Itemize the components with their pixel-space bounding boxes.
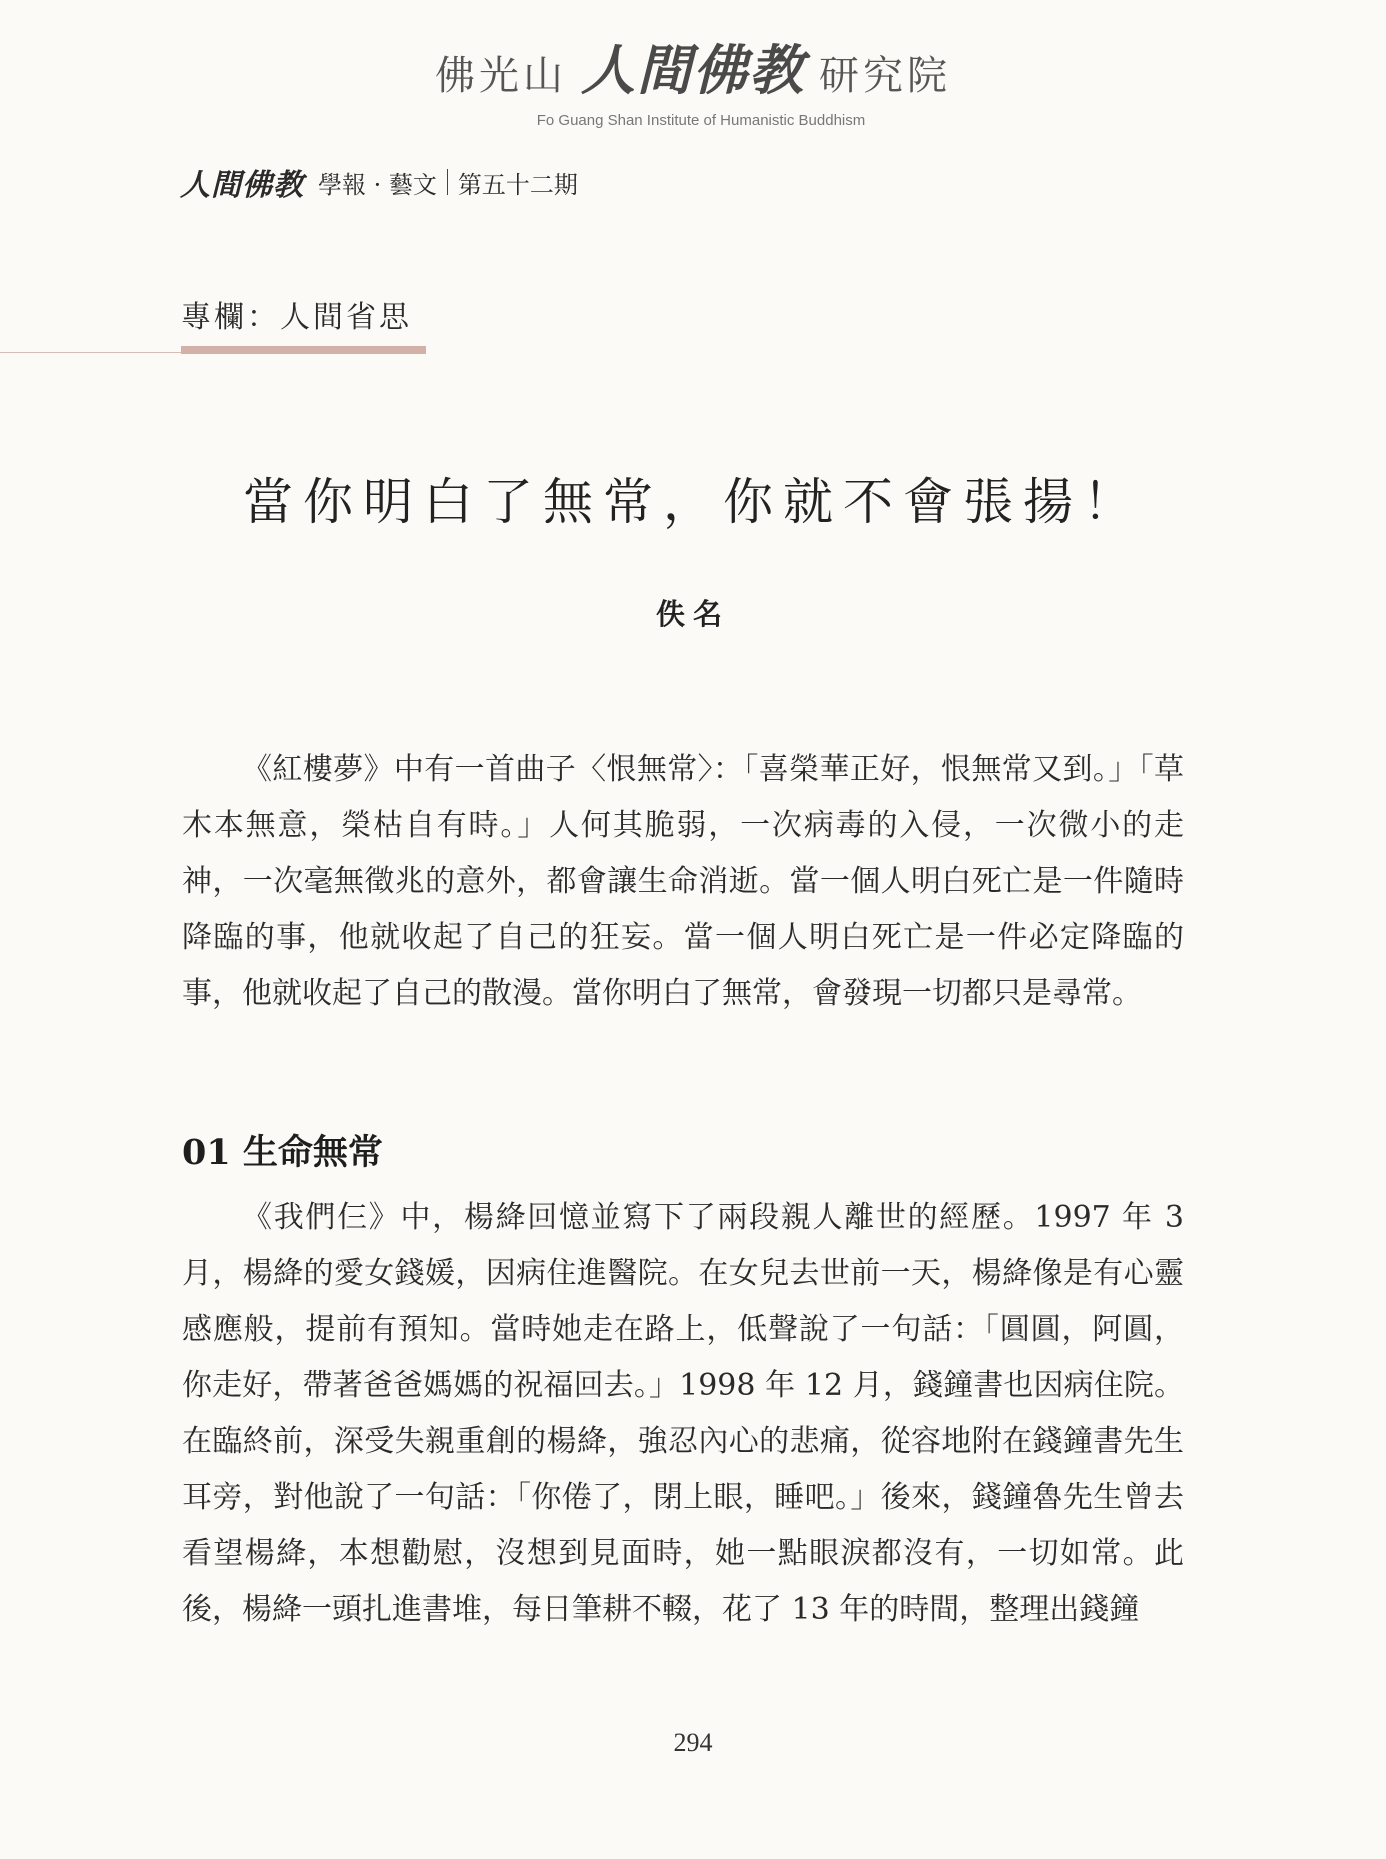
section-heading: 01 生命無常 xyxy=(182,1132,383,1173)
intro-paragraph: 《紅樓夢》中有一首曲子〈恨無常〉：「喜榮華正好，恨無常又到。」「草木本無意，榮枯自有時。」人何其脆弱，一次病毒的入侵，一次微小的走神，一次毫無徵兆的意外，都會讓生命消逝。當一個人明白死亡是一件隨時降臨的事，他就收起了自己的狂妄。當一個人明白死亡是一件必定降臨的事，他就收起了自己的散漫。當你明白了無常，會發現一切都只是尋常。 xyxy=(182,752,1184,1011)
journal-divider xyxy=(447,169,448,195)
institute-suffix: 研究院 xyxy=(819,53,951,99)
article-title: 當你明白了無常，你就不會張揚！ xyxy=(243,473,1143,531)
section-paragraph: 《我們仨》中，楊絳回憶並寫下了兩段親人離世的經歷。1997 年 3 月，楊絳的愛女錢媛，因病住進醫院。在女兒去世前一天，楊絳像是有心靈感應般，提前有預知。當時她走在路上，低聲說了一句話：「圓圓，阿圓，你走好，帶著爸爸媽媽的祝福回去。」1998 年 12 月，錢鐘書也因病住院。在臨終前，深受失親重創的楊絳，強忍內心的悲痛，從容地附在錢鐘書先生耳旁，對他說了一句話：「你倦了，閉上眼，睡吧。」後來，錢鐘魯先生曾去看望楊絳，本想勸慰，沒想到見面時，她一點眼淚都沒有，一切如常。此後，楊絳一頭扎進書堆，每日筆耕不輟，花了 13 年的時間，整理出錢鐘 xyxy=(182,1200,1184,1627)
journal-brand-logo: 人間佛教 xyxy=(180,168,304,203)
institute-name-english: Fo Guang Shan Institute of Humanistic Buddhism xyxy=(536,112,866,129)
page-number: 294 xyxy=(673,1728,713,1757)
column-accent-bar xyxy=(181,346,426,354)
journal-issue: 第五十二期 xyxy=(457,170,578,199)
article-author: 佚名 xyxy=(655,597,730,631)
column-label: 專欄：人間省思 xyxy=(181,300,412,335)
institute-header xyxy=(0,40,1386,129)
institute-prefix: 佛光山 xyxy=(435,53,567,99)
institute-brand-logo: 人間佛教 xyxy=(581,38,805,102)
institute-name-chinese xyxy=(0,40,1386,100)
journal-name: 學報 · 藝文 xyxy=(318,170,437,199)
journal-line xyxy=(180,162,578,202)
